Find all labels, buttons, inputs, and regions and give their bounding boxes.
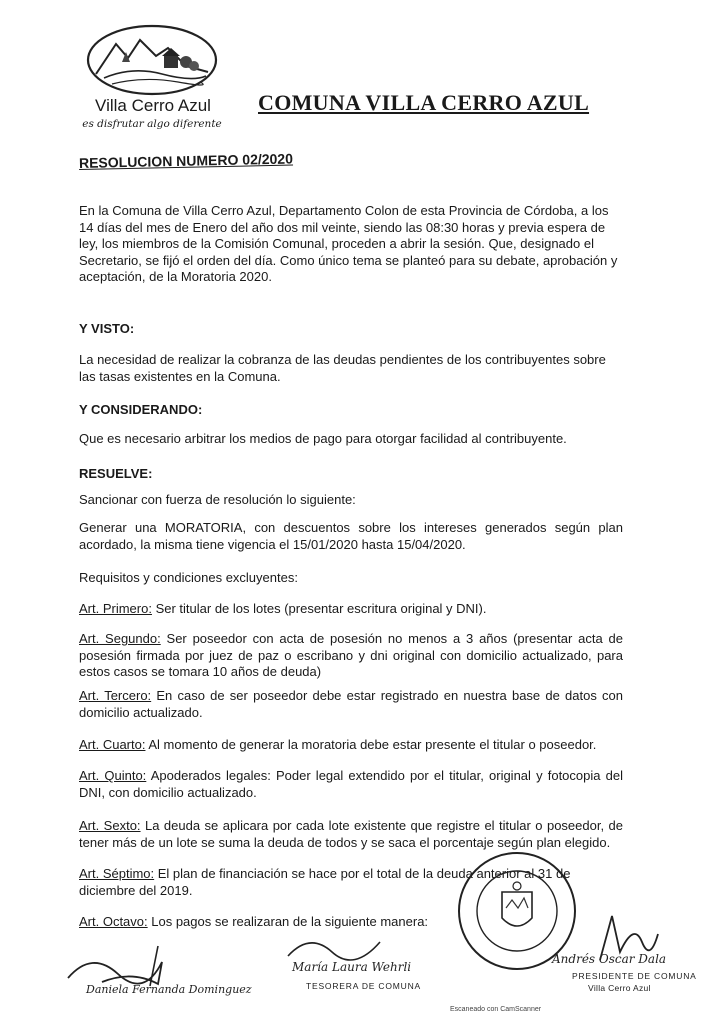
article-text: Al momento de generar la moratoria debe estar presente el titular o poseedor.	[145, 737, 597, 752]
intro-paragraph: En la Comuna de Villa Cerro Azul, Departamento Colon de esta Provincia de Córdoba, a los 14 días del mes de Enero del año dos mil veinte, siendo las 08:30 horas y previa espera de ley, los miembros de la Comisión Comunal, proceden a abrir la sesión. Que, designado el Secretario, se fijó el orden del día. Como único tema se planteó para su debate, aprobación y aceptación, de la Moratoria 2020.	[79, 203, 618, 284]
requisitos-text: Requisitos y condiciones excluyentes:	[79, 570, 298, 585]
article-text: Los pagos se realizaran de la siguiente manera:	[147, 914, 429, 929]
article-item	[79, 631, 623, 681]
article-text: Apoderados legales: Poder legal extendido por el titular, original y fotocopia del DNI, con domicilio actualizado.	[79, 768, 623, 800]
article-label: Art. Quinto:	[79, 768, 147, 783]
article-text: En caso de ser poseedor debe estar registrado en nuestra base de datos con domicilio actualizado.	[79, 688, 623, 720]
article-label: Art. Octavo:	[79, 914, 148, 929]
article-label: Art. Sexto:	[79, 818, 141, 833]
document-title: COMUNA VILLA CERRO AZUL	[258, 90, 590, 115]
resolution-title: RESOLUCION NUMERO 02/2020	[78, 150, 294, 171]
signature-scribble-icon	[62, 940, 192, 988]
article-text: La deuda se aplicara por cada lote existente que registre el titular o poseedor, de tener más de un lote se suma la deuda de todos y se saca el porcentaje según plan elegido.	[79, 818, 623, 850]
article-text: Ser poseedor con acta de posesión no menos a 3 años (presentar acta de posesión firmada por juez de paz o escribano y dni original con domicilio actualizado, para estos casos se tomara 10 años de deuda)	[79, 631, 623, 679]
article-item	[79, 601, 623, 618]
signature-middle-name: María Laura Wehrli	[292, 960, 412, 974]
mountain-logo-icon	[82, 22, 222, 98]
article-text: El plan de financiación se hace por el total de la deuda anterior al 31 de diciembre del 2019.	[79, 866, 571, 898]
logo-slogan: es disfrutar algo diferente	[82, 118, 222, 130]
article-label: Art. Cuarto:	[79, 737, 146, 752]
sancionar-text: Sancionar con fuerza de resolución lo siguiente:	[79, 492, 356, 507]
signature-left-name: Daniela Fernanda Dominguez	[86, 983, 252, 996]
article-item	[79, 768, 623, 801]
article-item	[79, 818, 623, 851]
signature-right-location: Villa Cerro Azul	[588, 983, 651, 993]
signature-right-role: PRESIDENTE DE COMUNA	[572, 971, 697, 981]
considerando-heading: Y CONSIDERANDO:	[79, 402, 203, 417]
article-label: Art. Segundo:	[79, 631, 161, 646]
article-text: Ser titular de los lotes (presentar escritura original y DNI).	[151, 601, 487, 616]
article-item	[79, 737, 623, 754]
comuna-logo	[82, 22, 222, 134]
visto-text: La necesidad de realizar la cobranza de las deudas pendientes de los contribuyentes sobre las tasas existentes en la Comuna.	[79, 352, 606, 384]
signature-middle-role: TESORERA DE COMUNA	[306, 981, 421, 991]
article-label: Art. Séptimo:	[79, 866, 155, 881]
logo-name: Villa Cerro Azul	[95, 96, 211, 115]
considerando-text: Que es necesario arbitrar los medios de pago para otorgar facilidad al contribuyente.	[79, 431, 567, 446]
signature-right-name: Andrés Oscar Dala	[552, 952, 667, 966]
article-item	[79, 688, 623, 721]
article-label: Art. Primero:	[79, 601, 152, 616]
resuelve-heading: RESUELVE:	[79, 466, 153, 481]
moratoria-text: Generar una MORATORIA, con descuentos sobre los intereses generados según plan acordado, la misma tiene vigencia el 15/01/2020 hasta 15/04/2020.	[79, 520, 623, 552]
scanner-watermark: Escaneado con CamScanner	[450, 1006, 542, 1013]
article-label: Art. Tercero:	[79, 688, 152, 703]
visto-heading: Y VISTO:	[79, 321, 135, 336]
